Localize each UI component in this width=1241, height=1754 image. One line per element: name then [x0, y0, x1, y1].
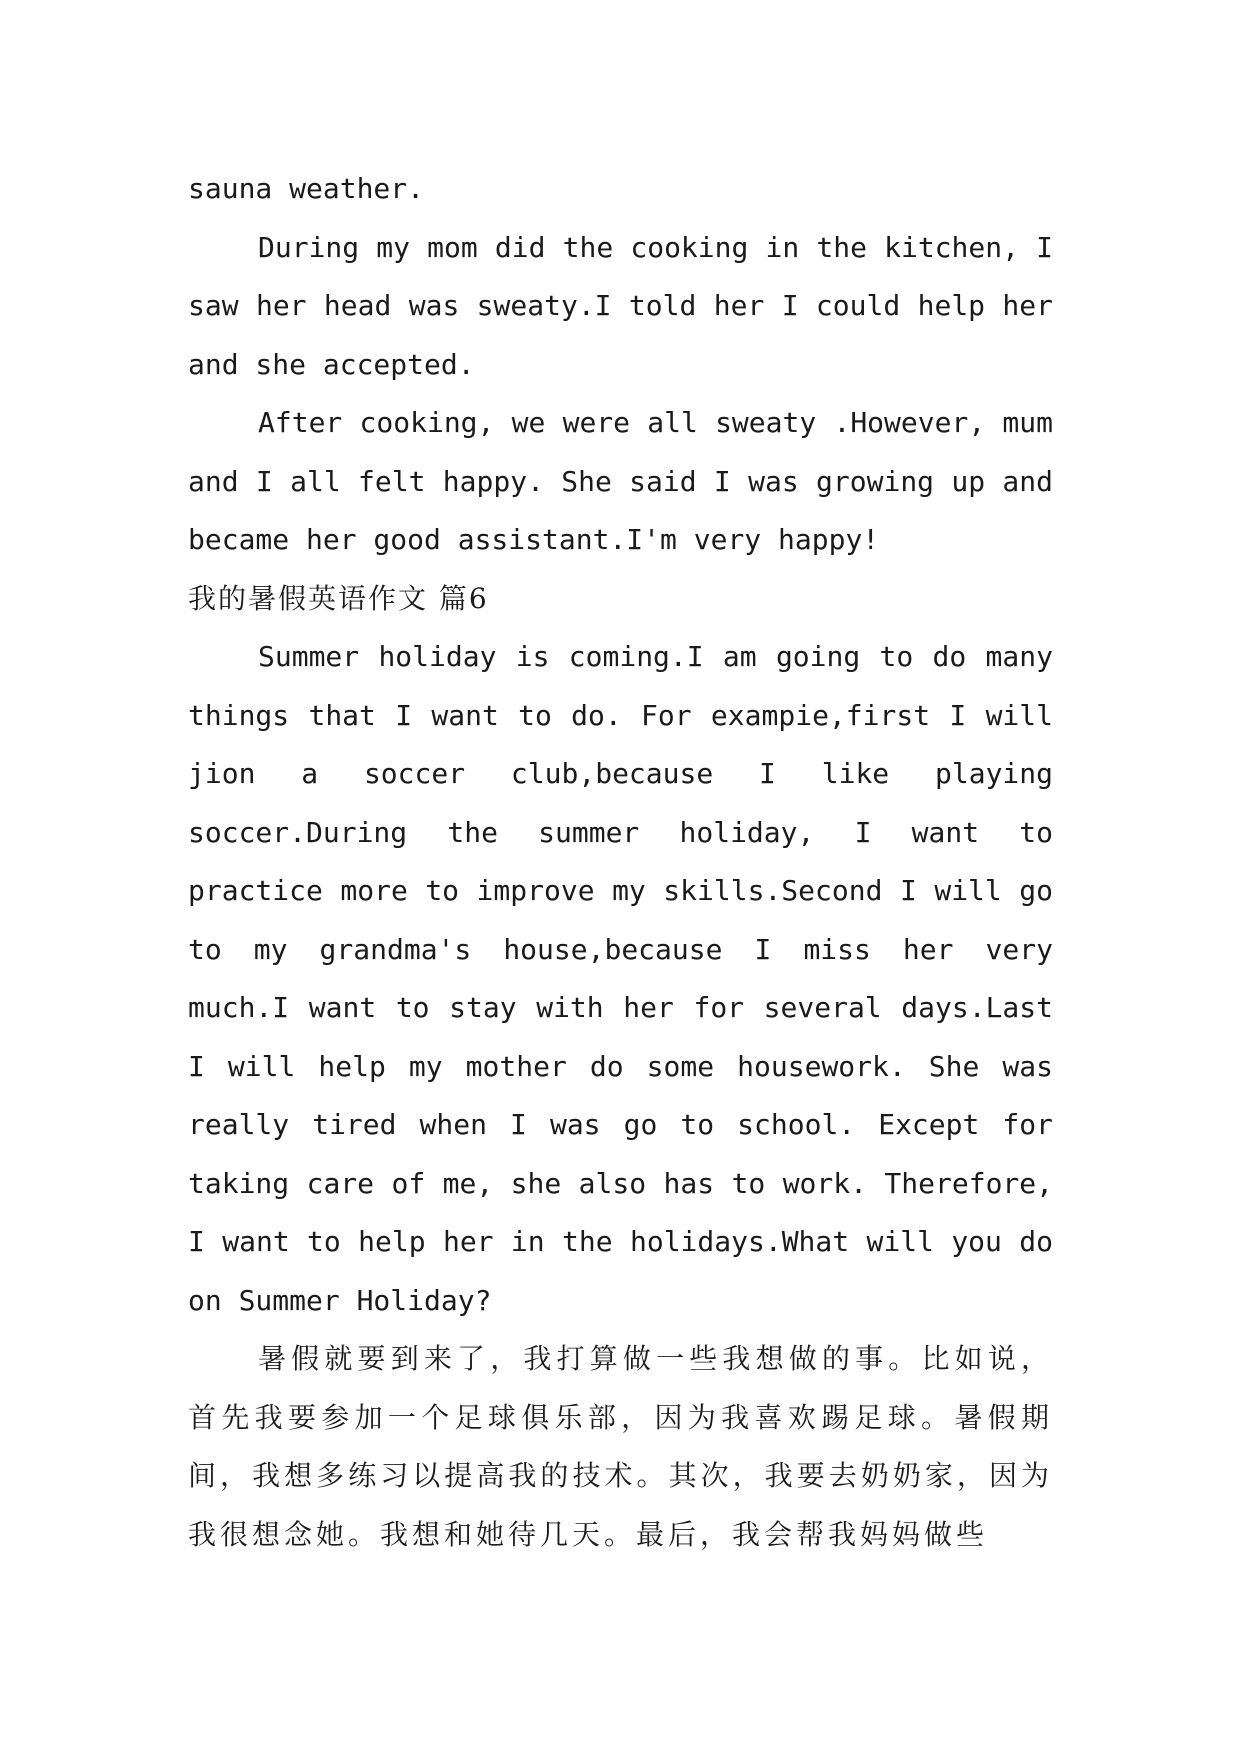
paragraph-cooking-kitchen: During my mom did the cooking in the kitchen, I saw her head was sweaty.I told her I could help her and she accepted. [188, 230, 1053, 381]
paragraph-chinese-translation: 暑假就要到来了，我打算做一些我想做的事。比如说，首先我要参加一个足球俱乐部，因为我喜欢踢足球。暑假期间，我想多练习以提高我的技术。其次，我要去奶奶家，因为我很想念她。我想和她待几天。最后，我会帮我妈妈做些 [188, 1342, 1053, 1551]
paragraph-sauna-weather: sauna weather. [188, 172, 425, 205]
section-heading: 我的暑假英语作文 篇6 [188, 581, 489, 615]
document-body [188, 160, 1053, 1564]
paragraph-after-cooking: After cooking, we were all sweaty .However, mum and I all felt happy. She said I was growing up and became her good assistant.I'm very happy! [188, 406, 1053, 556]
paragraph-english-essay: Summer holiday is coming.I am going to do many things that I want to do. For exampie,first I will jion a soccer club,because I like playing soccer.During the summer holiday, I want to practice more to improve my skills.Second I will go to my grandma's house,because I miss her very much.I want to stay with her for several days.Last I will help my mother do some housework. She was really tired when I was go to school. Except for taking care of me, she also has to work. Therefore, I want to help her in the holidays.What will you do on Summer Holiday? [188, 640, 1053, 1317]
